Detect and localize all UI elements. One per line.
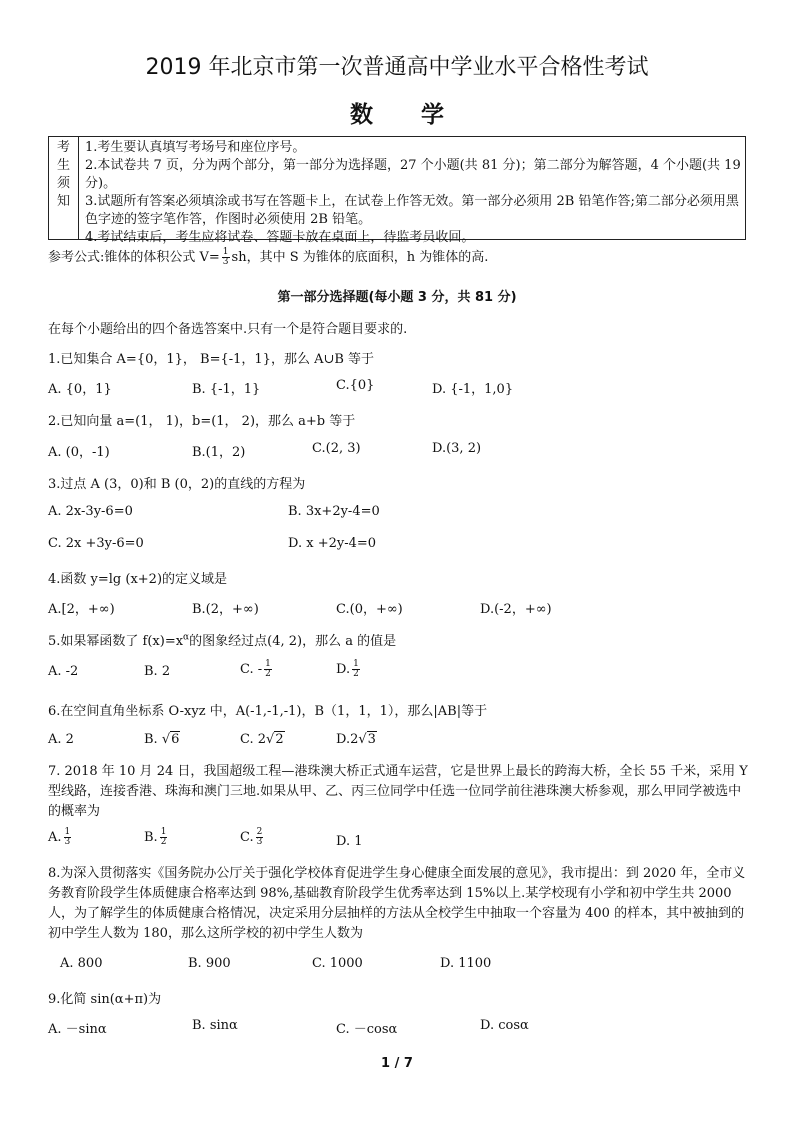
reference-formula: 参考公式:锥体的体积公式 V= $\frac{1}{3}$ sh，其中 S 为锥体的底面积，h 为锥体的高. — [48, 247, 489, 267]
question-9-option-d: D. cosα — [480, 1018, 529, 1033]
question-8-option-d: D. 1100 — [440, 956, 492, 971]
notice-table — [48, 136, 746, 245]
question-9-option-b: B. sinα — [192, 1018, 238, 1033]
question-3-option-a: A. 2x-3y-6=0 — [48, 504, 133, 519]
question-5-option-c: C. - $\frac{1}{2}$ — [240, 659, 271, 679]
question-6-option-d: D.2√3 — [336, 732, 376, 747]
question-3-option-c: C. 2x +3y-6=0 — [48, 536, 144, 551]
question-3-option-d: D. x +2y-4=0 — [288, 536, 377, 551]
fraction: $\frac{1}{2}$ — [265, 659, 271, 679]
question-7-stem: 7. 2018 年 10 月 24 日，我国超级工程—港珠澳大桥正式通车运营，它是世界上最长的跨海大桥，全长 55 千米，采用 Y 型线路，连接香港、珠海和澳门三地.如果从甲、乙、丙三位同学中任选一位同学前往港珠澳大桥参观，那么甲同学被选中的概率为 — [48, 764, 748, 819]
question-1-option-b: B. {-1，1} — [192, 382, 261, 397]
question-4-option-d: D.(-2，+∞) — [480, 602, 552, 617]
fraction: $\frac{2}{3}$ — [256, 827, 263, 847]
notice-label — [49, 137, 79, 239]
question-8-option-c: C. 1000 — [312, 956, 363, 971]
question-8-option-a: A. 800 — [60, 956, 103, 971]
page-number: 1 / 7 — [381, 1056, 413, 1071]
question-6-option-a: A. 2 — [48, 732, 74, 747]
notice-label-char: 知 — [56, 194, 70, 209]
question-8-stem: 8.为深入贯彻落实《国务院办公厅关于强化学校体育促进学生身心健康全面发展的意见》，我市提出：到 2020 年，全市义务教育阶段学生体质健康合格率达到 98%,基础教育阶段学生优秀率达到 15%以上.某学校现有小学和初中学生共 2000 人，为了解学生的体质健康合格情况，决定采用分层抽样的方法从全校学生中抽取一个容量为 400 的样本，其中被抽到的初中学生人数为 180，那么这所学校的初中学生人数为 — [48, 866, 746, 941]
question-6-stem: 6.在空间直角坐标系 O-xyz 中，A(-1,-1,-1)，B（1，1，1），那么|AB|等于 — [48, 704, 488, 719]
question-7-option-c: C. $\frac{2}{3}$ — [240, 827, 263, 847]
fraction: $\frac{1}{2}$ — [160, 827, 167, 847]
notice-label-char: 须 — [56, 176, 70, 191]
question-2-option-c: C.(2, 3) — [312, 441, 361, 456]
question-9-stem: 9.化简 sin(α+π)为 — [48, 992, 162, 1007]
question-5-option-a: A. -2 — [48, 664, 79, 679]
subject-title: 数学 — [350, 102, 492, 128]
notice-line: 4.考试结束后，考生应将试卷、答题卡放在桌面上，待监考员收回。 — [85, 230, 475, 245]
question-5-option-b: B. 2 — [144, 664, 171, 679]
question-1-option-c: C.{0} — [336, 378, 375, 393]
fraction: $\frac{1}{2}$ — [353, 659, 359, 679]
question-1-stem: 1.已知集合 A={0，1}， B={-1，1}，那么 A∪B 等于 — [48, 352, 375, 367]
question-3-stem: 3.过点 A (3，0)和 B (0，2)的直线的方程为 — [48, 477, 306, 492]
question-9-option-a: A. －sinα — [48, 1022, 107, 1037]
question-5-stem: 5.如果幂函数了 $f(x)=x^\alpha$的图象经过点(4, 2)，那么 a 的值是 — [48, 632, 397, 649]
section-title: 第一部分选择题(每小题 3 分，共 81 分) — [277, 290, 517, 305]
sqrt-symbol: √2 — [266, 732, 284, 747]
section-instruction: 在每个小题给出的四个备选答案中.只有一个是符合题目要求的. — [48, 322, 408, 337]
question-2-stem: 2.已知向量 a=(1， 1)，b=(1， 2)，那么 a+b 等于 — [48, 414, 356, 429]
notice-label-char: 生 — [56, 158, 70, 173]
question-6-option-c: C. 2√2 — [240, 732, 284, 747]
question-9-option-c: C. －cosα — [336, 1022, 398, 1037]
fraction: $\frac{1}{3}$ — [222, 247, 229, 267]
question-3-option-b: B. 3x+2y-4=0 — [288, 504, 380, 519]
question-4-stem: 4.函数 y=lg (x+2)的定义域是 — [48, 572, 228, 587]
question-4-option-a: A.[2，+∞) — [48, 602, 115, 617]
question-1-option-d: D. {-1，1,0} — [432, 382, 514, 397]
notice-line: 2.本试卷共 7 页，分为两个部分，第一部分为选择题，27 个小题(共 81 分)；第二部分为解答题，4 个小题(共 19 分)。 — [85, 158, 741, 191]
question-2-option-b: B.(1，2) — [192, 445, 246, 460]
question-4-option-c: C.(0，+∞) — [336, 602, 403, 617]
question-5-option-d: D. $\frac{1}{2}$ — [336, 659, 359, 679]
notice-label-char: 考 — [56, 140, 70, 155]
question-4-option-b: B.(2，+∞) — [192, 602, 259, 617]
fraction: $\frac{1}{3}$ — [64, 827, 71, 847]
question-7-option-b: B. $\frac{1}{2}$ — [144, 827, 167, 847]
sqrt-symbol: √3 — [358, 732, 376, 747]
exam-title: 2019 年北京市第一次普通高中学业水平合格性考试 — [145, 55, 649, 80]
question-8-option-b: B. 900 — [188, 956, 231, 971]
question-1-option-a: A. {0，1} — [48, 382, 112, 397]
notice-line: 3.试题所有答案必须填涂或书写在答题卡上，在试卷上作答无效。第一部分必须用 2B 铅笔作答;第二部分必须用黑色字迹的签字笔作答，作图时必须使用 2B 铅笔。 — [85, 194, 739, 227]
question-2-option-a: A. (0，-1) — [48, 445, 110, 460]
question-7-option-a: A. $\frac{1}{3}$ — [48, 827, 71, 847]
question-7-option-d: D. 1 — [336, 834, 363, 849]
notice-body — [85, 139, 741, 247]
question-2-option-d: D.(3, 2) — [432, 441, 482, 456]
notice-line: 1.考生要认真填写考场号和座位序号。 — [85, 140, 306, 155]
sqrt-symbol: √6 — [161, 732, 180, 747]
question-6-option-b: B. √6 — [144, 732, 180, 747]
